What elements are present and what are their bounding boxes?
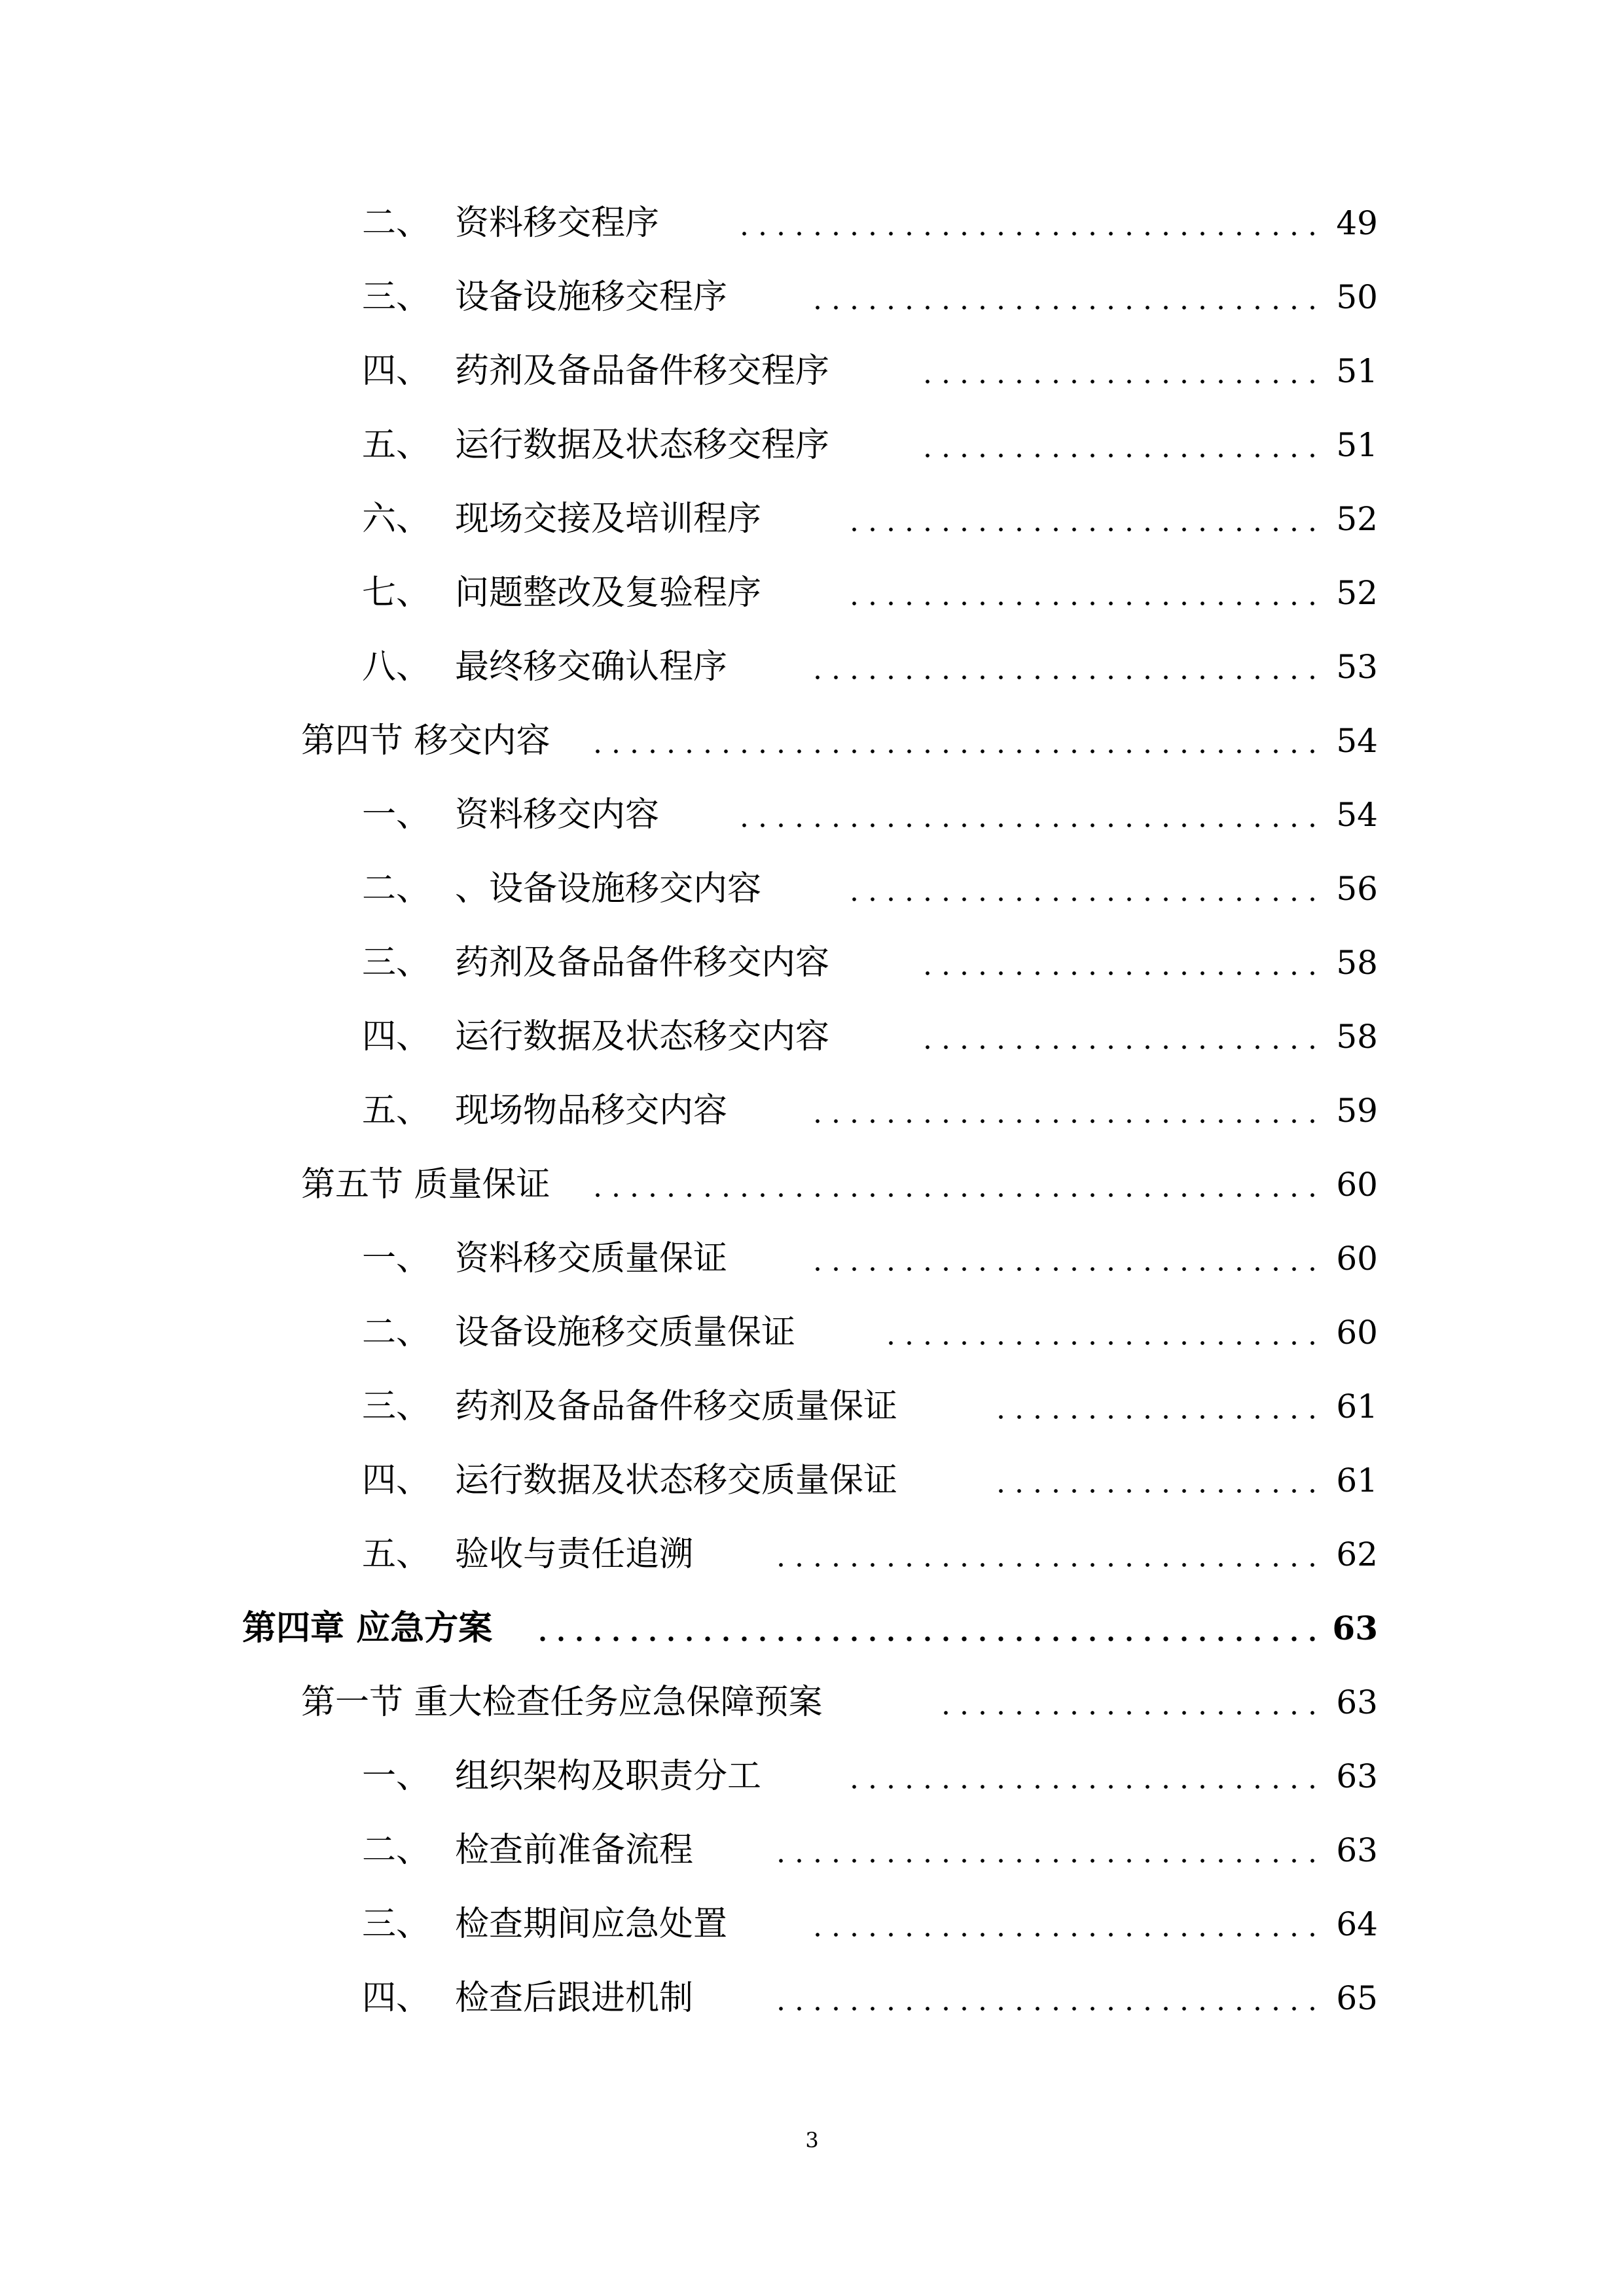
toc-entry-title: 检查后跟进机制 [455,1979,694,2018]
toc-entry-title: 最终移交确认程序 [455,647,728,687]
toc-entry-title: 现场交接及培训程序 [455,499,762,539]
toc-entry[interactable] [0,1969,1624,2028]
toc-entry[interactable] [0,1007,1624,1066]
toc-dot-leader [848,859,1322,918]
toc-entry[interactable] [0,194,1624,253]
toc-entry-title: 药剂及备品备件移交内容 [455,943,830,982]
toc-entry-title: 第四章 应急方案 [242,1608,493,1648]
toc-entry-number: 四、 [362,1979,431,2018]
toc-entry-number: 一、 [362,795,431,834]
toc-entry-title: 第一节 重大检查任务应急保障预案 [301,1683,823,1722]
toc-entry-title: 现场物品移交内容 [455,1091,728,1130]
toc-dot-leader [769,1821,1322,1880]
toc-entry-page: 63 [1336,1831,1378,1869]
toc-entry-page: 52 [1336,500,1378,538]
toc-entry-number: 二、 [362,1831,431,1870]
page-number: 3 [805,2128,819,2153]
toc-entry[interactable] [0,1451,1624,1510]
toc-entry-title: 第四节 移交内容 [301,721,550,761]
toc-entry-number: 六、 [362,499,431,539]
toc-entry-number: 四、 [362,351,431,391]
toc-entry-page: 61 [1336,1388,1378,1426]
toc-entry-number: 四、 [362,1017,431,1056]
toc-entry-title: 第五节 质量保证 [301,1165,550,1204]
toc-entry[interactable] [0,490,1624,548]
toc-entry-page: 59 [1336,1092,1378,1130]
toc-entry-page: 60 [1336,1314,1378,1352]
toc-entry-title: 资料移交内容 [455,795,660,834]
toc-entry[interactable] [0,785,1624,844]
toc-entry-number: 一、 [362,1239,431,1278]
toc-entry-title: 、设备设施移交内容 [455,869,762,908]
toc-entry-page: 51 [1336,352,1378,390]
toc-dot-leader [808,1229,1322,1288]
toc-entry-title: 运行数据及状态移交程序 [455,425,830,465]
toc-entry[interactable] [0,564,1624,622]
toc-entry-page: 64 [1336,1905,1378,1943]
toc-entry-title: 组织架构及职责分工 [455,1757,762,1796]
toc-dot-leader [769,1969,1322,2028]
toc-entry-number: 三、 [362,943,431,982]
toc-entry-title: 药剂及备品备件移交程序 [455,351,830,391]
toc-section-entry[interactable] [0,711,1624,770]
toc-entry-title: 运行数据及状态移交内容 [455,1017,830,1056]
toc-entry-number: 二、 [362,1313,431,1352]
toc-dot-leader [533,1599,1322,1658]
toc-dot-leader [808,268,1322,327]
toc-dot-leader [808,1895,1322,1954]
toc-entry-page: 63 [1336,1757,1378,1795]
toc-entry-title: 检查前准备流程 [455,1831,694,1870]
toc-entry-page: 51 [1336,426,1378,464]
toc-dot-leader [592,1155,1322,1214]
toc-entry-page: 63 [1332,1609,1378,1647]
toc-section-entry[interactable] [0,1155,1624,1214]
toc-entry-page: 54 [1336,722,1378,760]
toc-entry-number: 二、 [362,869,431,908]
toc-entry[interactable] [0,1821,1624,1880]
toc-entry-number: 二、 [362,204,431,243]
toc-entry[interactable] [0,859,1624,918]
toc-entry-number: 三、 [362,1387,431,1426]
toc-entry-page: 56 [1336,870,1378,908]
toc-entry-title: 运行数据及状态移交质量保证 [455,1461,898,1500]
toc-dot-leader [808,637,1322,696]
toc-entry-page: 63 [1336,1683,1378,1721]
toc-section-entry[interactable] [0,1673,1624,1732]
toc-dot-leader [808,1081,1322,1140]
toc-dot-leader [730,194,1322,253]
toc-entry-page: 62 [1336,1535,1378,1573]
toc-dot-leader [885,1303,1322,1362]
toc-entry-number: 四、 [362,1461,431,1500]
toc-entry-title: 验收与责任追溯 [455,1535,694,1574]
toc-entry-page: 54 [1336,796,1378,834]
toc-dot-leader [848,1747,1322,1806]
toc-dot-leader [998,1377,1322,1436]
toc-entry-title: 检查期间应急处置 [455,1905,728,1944]
toc-dot-leader [592,711,1322,770]
toc-dot-leader [769,1525,1322,1584]
toc-dot-leader [998,1451,1322,1510]
toc-dot-leader [923,342,1322,401]
toc-entry-page: 53 [1336,648,1378,686]
toc-entry[interactable] [0,1377,1624,1436]
toc-dot-leader [923,1007,1322,1066]
toc-entry[interactable] [0,1229,1624,1288]
toc-entry-number: 八、 [362,647,431,687]
toc-entry[interactable] [0,1747,1624,1806]
toc-entry-page: 60 [1336,1166,1378,1204]
toc-entry[interactable] [0,342,1624,401]
toc-entry-number: 三、 [362,278,431,317]
toc-entry[interactable] [0,416,1624,475]
toc-entry-number: 五、 [362,1091,431,1130]
toc-entry-title: 问题整改及复验程序 [455,573,762,613]
toc-entry-page: 52 [1336,574,1378,612]
toc-entry-page: 58 [1336,944,1378,982]
toc-entry-number: 七、 [362,573,431,613]
toc-entry-page: 49 [1336,204,1378,242]
toc-entry-page: 65 [1336,1979,1378,2017]
toc-entry-title: 资料移交质量保证 [455,1239,728,1278]
toc-entry-page: 61 [1336,1462,1378,1499]
toc-entry-title: 资料移交程序 [455,204,660,243]
toc-entry[interactable] [0,637,1624,696]
toc-dot-leader [923,416,1322,475]
toc-entry[interactable] [0,1525,1624,1584]
toc-chapter-entry[interactable] [0,1599,1624,1658]
toc-dot-leader [923,933,1322,992]
toc-entry-page: 60 [1336,1240,1378,1278]
toc-entry-number: 三、 [362,1905,431,1944]
toc-entry[interactable] [0,933,1624,992]
toc-dot-leader [936,1673,1322,1732]
toc-dot-leader [730,785,1322,844]
toc-entry-page: 50 [1336,278,1378,316]
toc-entry-number: 一、 [362,1757,431,1796]
toc-entry-title: 药剂及备品备件移交质量保证 [455,1387,898,1426]
toc-entry[interactable] [0,1895,1624,1954]
toc-entry[interactable] [0,1081,1624,1140]
toc-entry[interactable] [0,1303,1624,1362]
toc-dot-leader [848,564,1322,622]
toc-entry-title: 设备设施移交质量保证 [455,1313,796,1352]
toc-entry-number: 五、 [362,1535,431,1574]
toc-entry[interactable] [0,268,1624,327]
toc-entry-number: 五、 [362,425,431,465]
toc-dot-leader [848,490,1322,548]
toc-entry-page: 58 [1336,1018,1378,1056]
toc-entry-title: 设备设施移交程序 [455,278,728,317]
